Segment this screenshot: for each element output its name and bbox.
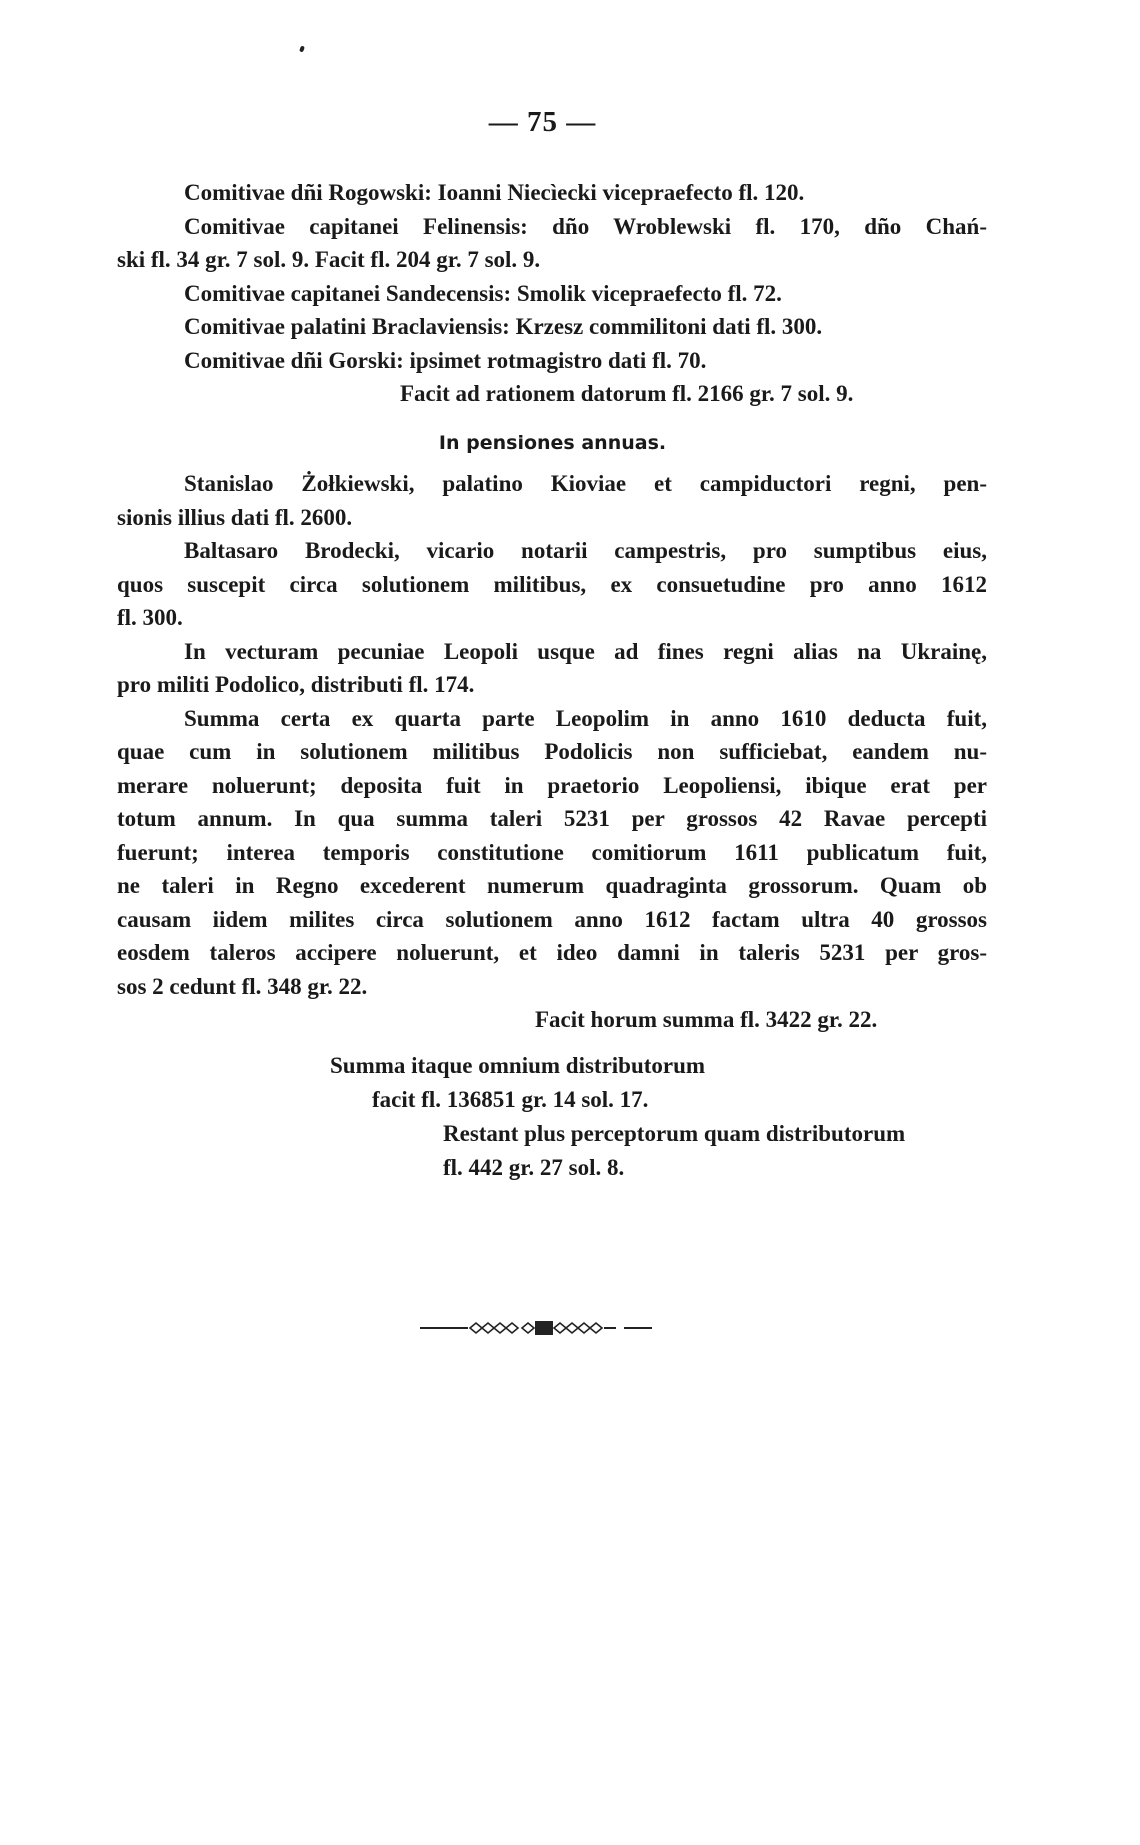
- text-line: ski fl. 34 gr. 7 sol. 9. Facit fl. 204 gr. 7 sol. 9.: [117, 247, 541, 272]
- text-line: quae cum in solutionem militibus Podolicis non sufficiebat, eandem nu-: [117, 739, 987, 764]
- text-line: fl. 300.: [117, 605, 183, 630]
- section-pensiones: [117, 467, 987, 1037]
- summary-line: facit fl. 136851 gr. 14 sol. 17.: [372, 1087, 649, 1112]
- summary-line: Restant plus perceptorum quam distributorum: [443, 1121, 906, 1146]
- text-line: Baltasaro Brodecki, vicario notarii campestris, pro sumptibus eius,: [184, 538, 987, 563]
- text-line: Stanislao Żołkiewski, palatino Kioviae et campiductori regni, pen-: [184, 471, 987, 496]
- ornamental-divider: [420, 1318, 680, 1338]
- text-line: causam iidem milites circa solutionem anno 1612 factam ultra 40 grossos: [117, 906, 987, 932]
- text-line: Comitivae capitanei Sandecensis: Smolik vicepraefecto fl. 72.: [184, 280, 782, 306]
- text-line: totum annum. In qua summa taleri 5231 per grossos 42 Ravae percepti: [117, 806, 987, 831]
- text-line: ne taleri in Regno excederent numerum quadraginta grossorum. Quam ob: [117, 873, 987, 898]
- text-line: eosdem taleros accipere noluerunt, et ideo damni in taleris 5231 per gros-: [117, 940, 987, 965]
- text-line: fuerunt; interea temporis constitutione comitiorum 1611 publicatum fuit,: [117, 839, 987, 865]
- text-line: Comitivae capitanei Felinensis: dño Wroblewski fl. 170, dño Chań-: [184, 213, 987, 239]
- section-heading: In pensiones annuas.: [438, 432, 667, 454]
- page-number: — 75 —: [488, 106, 597, 138]
- text-line: Comitivae palatini Braclaviensis: Krzesz commilitoni dati fl. 300.: [184, 314, 823, 339]
- text-line: Comitivae dñi Rogowski: Ioanni Niecìecki vicepraefecto fl. 120.: [184, 180, 805, 205]
- facit-total-line: Facit horum summa fl. 3422 gr. 22.: [535, 1007, 878, 1032]
- summary-line: fl. 442 gr. 27 sol. 8.: [443, 1155, 625, 1180]
- ink-speck: [299, 45, 305, 52]
- text-line: merare noluerunt; deposita fuit in praetorio Leopoliensi, ibique erat per: [117, 772, 987, 798]
- summary-line: Summa itaque omnium distributorum: [330, 1053, 706, 1078]
- facit-total-line: Facit ad rationem datorum fl. 2166 gr. 7 sol. 9.: [400, 381, 854, 406]
- text-line: Comitivae dñi Gorski: ipsimet rotmagistro dati fl. 70.: [184, 347, 707, 373]
- text-line: In vecturam pecuniae Leopoli usque ad fines regni alias na Ukrainę,: [184, 638, 987, 664]
- text-line: sionis illius dati fl. 2600.: [117, 504, 353, 530]
- text-line: pro militi Podolico, distributi fl. 174.: [117, 672, 475, 697]
- text-line: Summa certa ex quarta parte Leopolim in anno 1610 deducta fuit,: [184, 705, 987, 731]
- text-line: sos 2 cedunt fl. 348 gr. 22.: [117, 973, 368, 999]
- text-line: quos suscepit circa solutionem militibus, ex consuetudine pro anno 1612: [117, 571, 987, 597]
- section-comitivae: [117, 176, 987, 411]
